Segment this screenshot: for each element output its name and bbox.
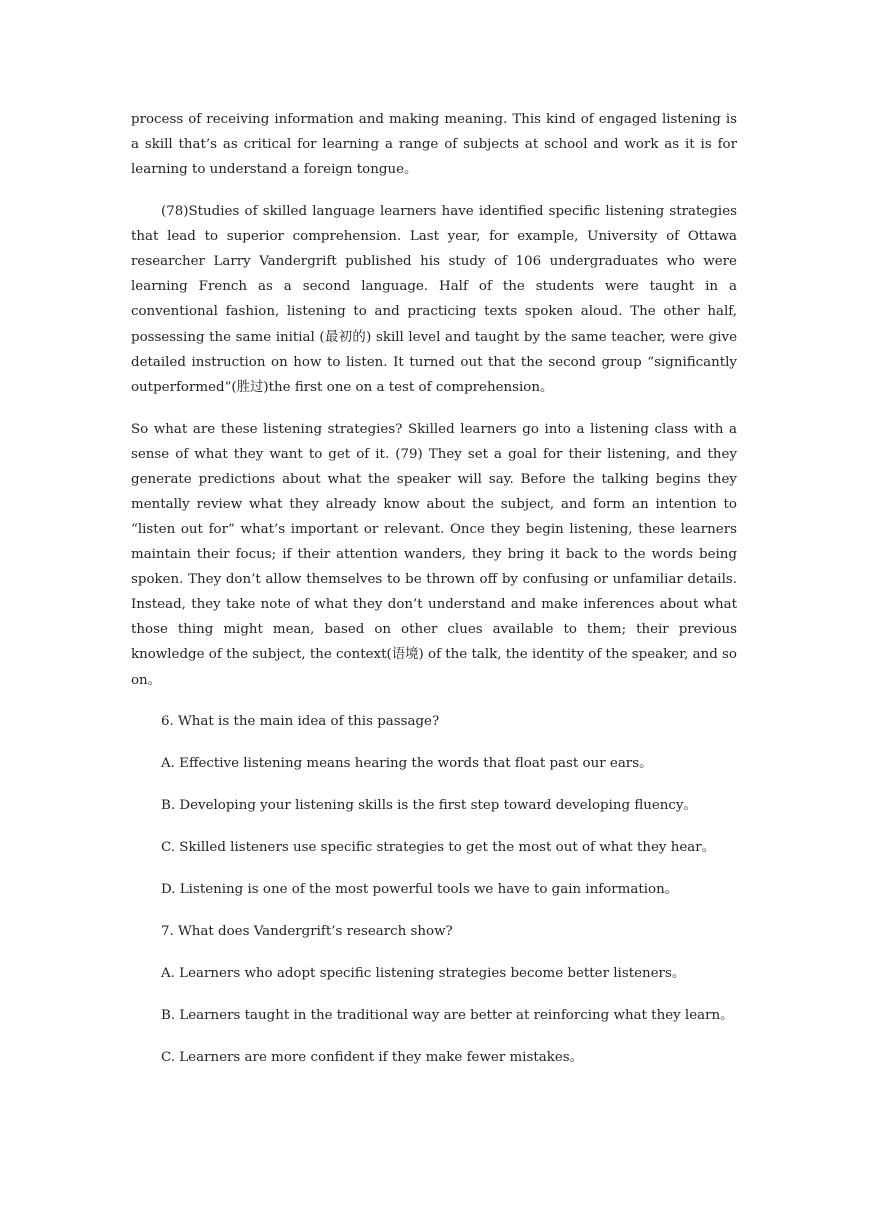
passage-paragraph-2: (78)Studies of skilled language learners have identified specific listening strategies that lead to superior comprehension. Last year, for example, University of Ottawa researcher Larry Vandergrift published his study of 106 undergraduates who were learning French as a second language. Half of the students were taught in a conventional fashion, listening to and practicing texts spoken aloud. The other half, possessing the same initial (最初的) skill level and taught by the same teacher, were give detailed instruction on how to listen. It turned out that the second group “significantly outperformed”(胜过)the first one on a test of comprehension。	[131, 204, 737, 395]
question-7-option-b: B. Learners taught in the traditional way are better at reinforcing what they learn。	[161, 1007, 734, 1023]
question-7-option-c: C. Learners are more confident if they make fewer mistakes。	[161, 1049, 584, 1065]
passage-paragraph-1: process of receiving information and making meaning. This kind of engaged listening is a skill that’s as critical for learning a range of subjects at school and work as it is for learning to understand a foreign tongue。	[131, 112, 737, 178]
question-6-option-d: D. Listening is one of the most powerful tools we have to gain information。	[161, 882, 679, 898]
question-6-option-a: A. Effective listening means hearing the words that float past our ears。	[161, 756, 653, 772]
question-6-option-b: B. Developing your listening skills is the first step toward developing fluency。	[161, 798, 697, 814]
question-6-stem: 6. What is the main idea of this passage?	[161, 714, 440, 730]
passage-paragraph-3: So what are these listening strategies? Skilled learners go into a listening class with a sense of what they want to get of it. (79) They set a goal for their listening, and they generate predictions about what the speaker will say. Before the talking begins they mentally review what they already know about the subject, and form an intention to “listen out for” what’s important or relevant. Once they begin listening, these learners maintain their focus; if their attention wanders, they bring it back to the words being spoken. They don’t allow themselves to be thrown off by confusing or unfamiliar details. Instead, they take note of what they don’t understand and make inferences about what those thing might mean, based on other clues available to them; their previous knowledge of the subject, the context(语境) of the talk, the identity of the speaker, and so on。	[131, 421, 737, 688]
question-7-stem: 7. What does Vandergrift’s research show?	[161, 923, 453, 939]
document-page	[131, 107, 737, 1070]
question-6-option-c: C. Skilled listeners use specific strategies to get the most out of what they hear。	[161, 840, 716, 856]
question-7-option-a: A. Learners who adopt specific listening strategies become better listeners。	[161, 965, 686, 981]
